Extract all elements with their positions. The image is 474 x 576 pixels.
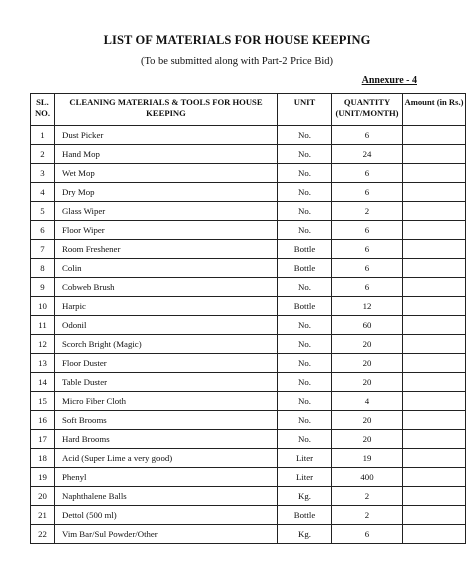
row-amount bbox=[403, 487, 466, 506]
row-sl-no: 3 bbox=[31, 164, 55, 183]
row-amount bbox=[403, 506, 466, 525]
row-unit: No. bbox=[278, 354, 332, 373]
row-item-name: Harpic bbox=[55, 297, 278, 316]
row-sl-no: 19 bbox=[31, 468, 55, 487]
row-quantity: 6 bbox=[332, 525, 403, 544]
row-sl-no: 4 bbox=[31, 183, 55, 202]
row-amount bbox=[403, 164, 466, 183]
row-unit: Bottle bbox=[278, 259, 332, 278]
header-item: CLEANING MATERIALS & TOOLS FOR HOUSE KEEPING bbox=[55, 94, 278, 126]
row-item-name: Soft Brooms bbox=[55, 411, 278, 430]
row-quantity: 4 bbox=[332, 392, 403, 411]
row-item-name: Naphthalene Balls bbox=[55, 487, 278, 506]
annexure-label: Annexure - 4 bbox=[361, 75, 417, 86]
row-sl-no: 2 bbox=[31, 145, 55, 164]
row-sl-no: 22 bbox=[31, 525, 55, 544]
row-item-name: Glass Wiper bbox=[55, 202, 278, 221]
row-sl-no: 20 bbox=[31, 487, 55, 506]
row-unit: No. bbox=[278, 126, 332, 145]
row-unit: No. bbox=[278, 278, 332, 297]
materials-table bbox=[30, 93, 466, 544]
row-item-name: Wet Mop bbox=[55, 164, 278, 183]
table-row bbox=[31, 373, 466, 392]
row-sl-no: 10 bbox=[31, 297, 55, 316]
header-sl-no: SL. NO. bbox=[31, 94, 55, 126]
row-quantity: 20 bbox=[332, 411, 403, 430]
row-quantity: 19 bbox=[332, 449, 403, 468]
table-row bbox=[31, 183, 466, 202]
table-row bbox=[31, 392, 466, 411]
row-sl-no: 5 bbox=[31, 202, 55, 221]
row-amount bbox=[403, 373, 466, 392]
row-amount bbox=[403, 145, 466, 164]
table-row bbox=[31, 145, 466, 164]
table-row bbox=[31, 411, 466, 430]
row-item-name: Dust Picker bbox=[55, 126, 278, 145]
row-amount bbox=[403, 468, 466, 487]
row-item-name: Floor Duster bbox=[55, 354, 278, 373]
row-quantity: 24 bbox=[332, 145, 403, 164]
table-header-row bbox=[31, 94, 466, 126]
row-quantity: 20 bbox=[332, 430, 403, 449]
header-unit: UNIT bbox=[278, 94, 332, 126]
row-item-name: Colin bbox=[55, 259, 278, 278]
row-amount bbox=[403, 411, 466, 430]
row-quantity: 6 bbox=[332, 183, 403, 202]
row-quantity: 6 bbox=[332, 221, 403, 240]
row-sl-no: 6 bbox=[31, 221, 55, 240]
row-amount bbox=[403, 354, 466, 373]
row-item-name: Dry Mop bbox=[55, 183, 278, 202]
row-quantity: 6 bbox=[332, 240, 403, 259]
row-sl-no: 18 bbox=[31, 449, 55, 468]
row-amount bbox=[403, 202, 466, 221]
table-row bbox=[31, 259, 466, 278]
row-unit: Liter bbox=[278, 449, 332, 468]
row-amount bbox=[403, 316, 466, 335]
row-quantity: 6 bbox=[332, 259, 403, 278]
row-unit: No. bbox=[278, 221, 332, 240]
row-unit: No. bbox=[278, 411, 332, 430]
row-unit: No. bbox=[278, 145, 332, 164]
row-quantity: 20 bbox=[332, 335, 403, 354]
row-amount bbox=[403, 126, 466, 145]
row-item-name: Scorch Bright (Magic) bbox=[55, 335, 278, 354]
row-sl-no: 16 bbox=[31, 411, 55, 430]
row-unit: No. bbox=[278, 164, 332, 183]
table-row bbox=[31, 487, 466, 506]
row-quantity: 2 bbox=[332, 202, 403, 221]
row-unit: No. bbox=[278, 392, 332, 411]
row-amount bbox=[403, 259, 466, 278]
row-item-name: Micro Fiber Cloth bbox=[55, 392, 278, 411]
row-quantity: 6 bbox=[332, 278, 403, 297]
row-sl-no: 11 bbox=[31, 316, 55, 335]
table-row bbox=[31, 335, 466, 354]
row-item-name: Odonil bbox=[55, 316, 278, 335]
document-title: LIST OF MATERIALS FOR HOUSE KEEPING bbox=[103, 33, 371, 47]
row-sl-no: 15 bbox=[31, 392, 55, 411]
row-item-name: Hand Mop bbox=[55, 145, 278, 164]
table-row bbox=[31, 221, 466, 240]
row-item-name: Acid (Super Lime a very good) bbox=[55, 449, 278, 468]
row-sl-no: 14 bbox=[31, 373, 55, 392]
table-row bbox=[31, 449, 466, 468]
table-row bbox=[31, 506, 466, 525]
document-subtitle: (To be submitted along with Part-2 Price Bid) bbox=[140, 56, 334, 67]
row-item-name: Floor Wiper bbox=[55, 221, 278, 240]
row-quantity: 20 bbox=[332, 354, 403, 373]
row-quantity: 12 bbox=[332, 297, 403, 316]
row-quantity: 2 bbox=[332, 487, 403, 506]
row-sl-no: 12 bbox=[31, 335, 55, 354]
row-quantity: 2 bbox=[332, 506, 403, 525]
row-amount bbox=[403, 525, 466, 544]
row-unit: No. bbox=[278, 373, 332, 392]
row-amount bbox=[403, 183, 466, 202]
table-row bbox=[31, 126, 466, 145]
row-item-name: Phenyl bbox=[55, 468, 278, 487]
row-item-name: Vim Bar/Sul Powder/Other bbox=[55, 525, 278, 544]
header-quantity: QUANTITY (UNIT/MONTH) bbox=[332, 94, 403, 126]
row-item-name: Cobweb Brush bbox=[55, 278, 278, 297]
table-row bbox=[31, 240, 466, 259]
table-row bbox=[31, 164, 466, 183]
row-unit: Kg. bbox=[278, 487, 332, 506]
row-unit: No. bbox=[278, 335, 332, 354]
table-row bbox=[31, 354, 466, 373]
row-unit: Liter bbox=[278, 468, 332, 487]
row-quantity: 6 bbox=[332, 164, 403, 183]
row-unit: Kg. bbox=[278, 525, 332, 544]
row-item-name: Hard Brooms bbox=[55, 430, 278, 449]
table-row bbox=[31, 525, 466, 544]
table-row bbox=[31, 316, 466, 335]
row-amount bbox=[403, 240, 466, 259]
table-row bbox=[31, 430, 466, 449]
row-amount bbox=[403, 278, 466, 297]
row-amount bbox=[403, 335, 466, 354]
row-unit: No. bbox=[278, 430, 332, 449]
row-amount bbox=[403, 392, 466, 411]
row-unit: Bottle bbox=[278, 297, 332, 316]
table-row bbox=[31, 202, 466, 221]
row-amount bbox=[403, 221, 466, 240]
row-sl-no: 21 bbox=[31, 506, 55, 525]
row-amount bbox=[403, 449, 466, 468]
row-sl-no: 8 bbox=[31, 259, 55, 278]
row-sl-no: 13 bbox=[31, 354, 55, 373]
row-unit: No. bbox=[278, 202, 332, 221]
row-unit: No. bbox=[278, 183, 332, 202]
row-item-name: Table Duster bbox=[55, 373, 278, 392]
row-item-name: Dettol (500 ml) bbox=[55, 506, 278, 525]
row-unit: No. bbox=[278, 316, 332, 335]
row-unit: Bottle bbox=[278, 240, 332, 259]
row-sl-no: 17 bbox=[31, 430, 55, 449]
table-row bbox=[31, 468, 466, 487]
row-sl-no: 9 bbox=[31, 278, 55, 297]
row-amount bbox=[403, 297, 466, 316]
row-quantity: 20 bbox=[332, 373, 403, 392]
table-row bbox=[31, 278, 466, 297]
table-row bbox=[31, 297, 466, 316]
row-unit: Bottle bbox=[278, 506, 332, 525]
row-quantity: 60 bbox=[332, 316, 403, 335]
row-item-name: Room Freshener bbox=[55, 240, 278, 259]
row-amount bbox=[403, 430, 466, 449]
row-sl-no: 1 bbox=[31, 126, 55, 145]
row-quantity: 400 bbox=[332, 468, 403, 487]
header-amount: Amount (in Rs.) bbox=[403, 94, 466, 126]
row-sl-no: 7 bbox=[31, 240, 55, 259]
row-quantity: 6 bbox=[332, 126, 403, 145]
